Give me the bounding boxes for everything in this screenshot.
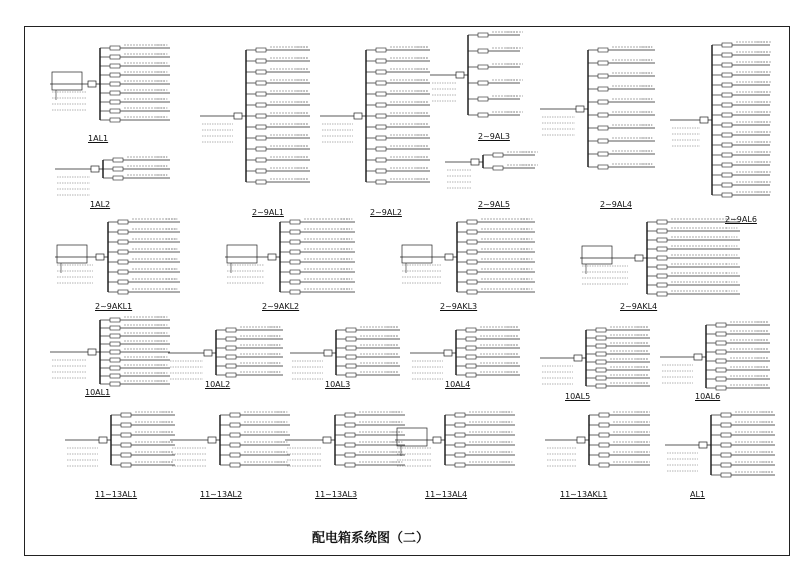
circuit-breaker xyxy=(226,364,236,368)
circuit-breaker xyxy=(599,413,609,417)
circuit-breaker xyxy=(599,453,609,457)
circuit-breaker xyxy=(722,63,732,67)
panel-label: AL1 xyxy=(690,490,706,499)
circuit-breaker xyxy=(596,376,606,380)
circuit-breaker xyxy=(345,423,355,427)
circuit-breaker xyxy=(376,92,386,96)
circuit-breaker xyxy=(290,230,300,234)
circuit-breaker xyxy=(226,373,236,377)
panel-label: 10AL6 xyxy=(695,392,721,401)
circuit-breaker xyxy=(256,81,266,85)
circuit-breaker xyxy=(256,103,266,107)
circuit-breaker xyxy=(716,332,726,336)
circuit-breaker xyxy=(230,413,240,417)
circuit-breaker xyxy=(467,230,477,234)
circuit-breaker xyxy=(110,366,120,370)
circuit-breaker xyxy=(466,328,476,332)
panel-label: 2~9AL1 xyxy=(252,208,284,217)
circuit-breaker xyxy=(118,230,128,234)
meter-box xyxy=(397,428,427,446)
main-breaker xyxy=(699,442,707,448)
circuit-breaker xyxy=(121,413,131,417)
panel-p2 xyxy=(55,157,170,195)
circuit-breaker xyxy=(721,473,731,477)
circuit-breaker xyxy=(598,48,608,52)
circuit-breaker xyxy=(657,238,667,242)
circuit-breaker xyxy=(376,180,386,184)
circuit-breaker xyxy=(256,59,266,63)
meter-box xyxy=(227,245,257,263)
circuit-breaker xyxy=(466,373,476,377)
circuit-breaker xyxy=(657,247,667,251)
circuit-breaker xyxy=(478,97,488,101)
panel-label: 2~9AKL1 xyxy=(95,302,133,311)
circuit-breaker xyxy=(110,382,120,386)
circuit-breaker xyxy=(598,74,608,78)
circuit-breaker xyxy=(657,229,667,233)
circuit-breaker xyxy=(110,318,120,322)
panel-p23 xyxy=(545,412,650,467)
main-breaker xyxy=(433,437,441,443)
circuit-breaker xyxy=(290,250,300,254)
circuit-breaker xyxy=(376,158,386,162)
circuit-breaker xyxy=(290,220,300,224)
circuit-breaker xyxy=(467,290,477,294)
circuit-breaker xyxy=(721,443,731,447)
circuit-breaker xyxy=(376,125,386,129)
circuit-breaker xyxy=(455,423,465,427)
circuit-breaker xyxy=(118,280,128,284)
meter-box xyxy=(52,72,82,90)
panel-label: 2~9AL3 xyxy=(478,132,510,141)
circuit-breaker xyxy=(345,433,355,437)
panel-p16 xyxy=(410,327,520,379)
main-breaker xyxy=(456,72,464,78)
main-breaker xyxy=(208,437,216,443)
circuit-breaker xyxy=(290,270,300,274)
circuit-breaker xyxy=(598,61,608,65)
circuit-breaker xyxy=(716,386,726,390)
circuit-breaker xyxy=(478,65,488,69)
circuit-breaker xyxy=(110,91,120,95)
circuit-breaker xyxy=(657,256,667,260)
circuit-breaker xyxy=(110,334,120,338)
circuit-breaker xyxy=(722,83,732,87)
circuit-breaker xyxy=(722,153,732,157)
circuit-breaker xyxy=(230,463,240,467)
circuit-breaker xyxy=(466,355,476,359)
main-breaker xyxy=(445,254,453,260)
circuit-breaker xyxy=(256,48,266,52)
panel-p24 xyxy=(665,412,775,477)
circuit-breaker xyxy=(121,443,131,447)
main-breaker xyxy=(444,350,452,356)
circuit-breaker xyxy=(118,250,128,254)
circuit-breaker xyxy=(722,193,732,197)
main-breaker xyxy=(354,113,362,119)
panel-label: 2~9AL5 xyxy=(478,200,510,209)
circuit-breaker xyxy=(256,114,266,118)
main-breaker xyxy=(99,437,107,443)
circuit-breaker xyxy=(478,81,488,85)
panel-label: 10AL1 xyxy=(85,388,111,397)
circuit-breaker xyxy=(345,453,355,457)
circuit-breaker xyxy=(455,453,465,457)
circuit-breaker xyxy=(226,355,236,359)
circuit-breaker xyxy=(118,240,128,244)
panel-p10 xyxy=(225,219,355,294)
main-breaker xyxy=(323,437,331,443)
panel-p22 xyxy=(395,412,515,467)
circuit-breaker xyxy=(598,165,608,169)
circuit-breaker xyxy=(121,423,131,427)
circuit-breaker xyxy=(256,158,266,162)
circuit-breaker xyxy=(121,463,131,467)
panel-label: 10AL5 xyxy=(565,392,591,401)
panel-label: 10AL4 xyxy=(445,380,471,389)
panel-label: 2~9AL4 xyxy=(600,200,632,209)
circuit-breaker xyxy=(118,270,128,274)
circuit-breaker xyxy=(467,260,477,264)
circuit-breaker xyxy=(716,341,726,345)
circuit-breaker xyxy=(110,109,120,113)
panel-label: 11~13AL3 xyxy=(315,490,358,499)
circuit-breaker xyxy=(598,113,608,117)
circuit-breaker xyxy=(230,423,240,427)
main-breaker xyxy=(234,113,242,119)
circuit-breaker xyxy=(716,377,726,381)
panel-label: 2~9AKL4 xyxy=(620,302,658,311)
panel-p9 xyxy=(55,219,180,294)
circuit-breaker xyxy=(657,274,667,278)
circuit-breaker xyxy=(596,352,606,356)
circuit-breaker xyxy=(598,126,608,130)
main-breaker xyxy=(694,354,702,360)
circuit-breaker xyxy=(657,220,667,224)
circuit-breaker xyxy=(256,147,266,151)
circuit-breaker xyxy=(118,260,128,264)
circuit-breaker xyxy=(346,373,356,377)
panel-p14 xyxy=(168,327,283,379)
circuit-breaker xyxy=(110,118,120,122)
main-breaker xyxy=(635,255,643,261)
circuit-breaker xyxy=(721,453,731,457)
panel-p20 xyxy=(170,412,290,467)
circuit-breaker xyxy=(110,100,120,104)
circuit-breaker xyxy=(722,133,732,137)
circuit-breaker xyxy=(721,463,731,467)
circuit-breaker xyxy=(721,413,731,417)
circuit-breaker xyxy=(110,342,120,346)
circuit-breaker xyxy=(467,280,477,284)
circuit-breaker xyxy=(118,220,128,224)
circuit-breaker xyxy=(110,55,120,59)
circuit-breaker xyxy=(290,280,300,284)
panel-p12 xyxy=(580,219,740,296)
circuit-breaker xyxy=(722,93,732,97)
panel-p3 xyxy=(200,47,310,184)
circuit-breaker xyxy=(466,364,476,368)
main-breaker xyxy=(577,437,585,443)
circuit-breaker xyxy=(596,344,606,348)
panel-label: 10AL2 xyxy=(205,380,231,389)
circuit-breaker xyxy=(722,73,732,77)
main-breaker xyxy=(574,355,582,361)
circuit-breaker xyxy=(110,326,120,330)
panel-p17 xyxy=(540,327,650,388)
main-breaker xyxy=(88,81,96,87)
main-breaker xyxy=(96,254,104,260)
circuit-breaker xyxy=(376,103,386,107)
circuit-breaker xyxy=(722,53,732,57)
circuit-breaker xyxy=(599,433,609,437)
panel-label: 10AL3 xyxy=(325,380,351,389)
circuit-breaker xyxy=(598,139,608,143)
meter-box xyxy=(582,246,612,264)
circuit-breaker xyxy=(345,443,355,447)
circuit-breaker xyxy=(599,443,609,447)
circuit-breaker xyxy=(722,123,732,127)
circuit-breaker xyxy=(722,43,732,47)
circuit-breaker xyxy=(455,443,465,447)
meter-box xyxy=(57,245,87,263)
circuit-breaker xyxy=(121,453,131,457)
circuit-breaker xyxy=(478,113,488,117)
circuit-breaker xyxy=(493,153,503,157)
circuit-breaker xyxy=(113,158,123,162)
circuit-breaker xyxy=(290,260,300,264)
panel-p11 xyxy=(400,219,535,294)
main-breaker xyxy=(700,117,708,123)
circuit-breaker xyxy=(230,433,240,437)
panel-label: 1AL1 xyxy=(88,134,109,143)
meter-box xyxy=(402,245,432,263)
panel-p5 xyxy=(430,32,523,117)
panel-label: 2~9AL2 xyxy=(370,208,402,217)
circuit-breaker xyxy=(346,355,356,359)
panel-p6 xyxy=(445,152,538,188)
circuit-breaker xyxy=(256,169,266,173)
panel-p18 xyxy=(660,322,770,390)
circuit-breaker xyxy=(226,328,236,332)
circuit-breaker xyxy=(346,328,356,332)
circuit-breaker xyxy=(599,423,609,427)
circuit-breaker xyxy=(478,33,488,37)
circuit-breaker xyxy=(346,364,356,368)
panel-label: 11~13AL4 xyxy=(425,490,468,499)
circuit-breaker xyxy=(113,167,123,171)
circuit-breaker xyxy=(657,265,667,269)
main-breaker xyxy=(204,350,212,356)
main-breaker xyxy=(91,166,99,172)
circuit-breaker xyxy=(657,292,667,296)
circuit-breaker xyxy=(478,49,488,53)
circuit-breaker xyxy=(599,463,609,467)
circuit-breaker xyxy=(110,358,120,362)
circuit-breaker xyxy=(716,350,726,354)
panel-label: 2~9AKL3 xyxy=(440,302,478,311)
circuit-breaker xyxy=(346,337,356,341)
circuit-breaker xyxy=(110,64,120,68)
panel-label: 1AL2 xyxy=(90,200,111,209)
circuit-breaker xyxy=(493,166,503,170)
panel-p4 xyxy=(320,47,430,184)
main-breaker xyxy=(576,106,584,112)
circuit-breaker xyxy=(716,368,726,372)
panel-p19 xyxy=(65,412,175,467)
circuit-breaker xyxy=(376,70,386,74)
circuit-breaker xyxy=(118,290,128,294)
circuit-breaker xyxy=(345,463,355,467)
circuit-breaker xyxy=(596,328,606,332)
panel-label: 11~13AL1 xyxy=(95,490,138,499)
circuit-breaker xyxy=(467,270,477,274)
panel-p8 xyxy=(670,42,771,197)
panel-label: 2~9AKL2 xyxy=(262,302,300,311)
circuit-breaker xyxy=(716,323,726,327)
circuit-breaker xyxy=(721,433,731,437)
circuit-breaker xyxy=(466,346,476,350)
circuit-breaker xyxy=(716,359,726,363)
circuit-breaker xyxy=(226,337,236,341)
circuit-breaker xyxy=(376,81,386,85)
circuit-breaker xyxy=(376,136,386,140)
circuit-breaker xyxy=(598,152,608,156)
circuit-breaker xyxy=(467,250,477,254)
circuit-breaker xyxy=(110,82,120,86)
panel-label: 11~13AKL1 xyxy=(560,490,608,499)
circuit-breaker xyxy=(230,443,240,447)
main-breaker xyxy=(471,159,479,165)
circuit-breaker xyxy=(722,173,732,177)
circuit-breaker xyxy=(256,125,266,129)
main-breaker xyxy=(88,349,96,355)
circuit-breaker xyxy=(722,143,732,147)
circuit-breaker xyxy=(121,433,131,437)
circuit-breaker xyxy=(722,183,732,187)
circuit-breaker xyxy=(256,92,266,96)
circuit-breaker xyxy=(722,103,732,107)
panel-label: 2~9AL6 xyxy=(725,215,757,224)
sheet-title: 配电箱系统图（二） xyxy=(312,531,430,546)
circuit-breaker xyxy=(722,163,732,167)
circuit-breaker xyxy=(256,180,266,184)
circuit-breaker xyxy=(376,59,386,63)
main-breaker xyxy=(324,350,332,356)
circuit-breaker xyxy=(598,87,608,91)
circuit-breaker xyxy=(226,346,236,350)
circuit-breaker xyxy=(345,413,355,417)
circuit-breaker xyxy=(113,176,123,180)
circuit-breaker xyxy=(721,423,731,427)
circuit-breaker xyxy=(376,169,386,173)
circuit-breaker xyxy=(455,413,465,417)
panel-label: 11~13AL2 xyxy=(200,490,243,499)
main-breaker xyxy=(268,254,276,260)
circuit-breaker xyxy=(110,350,120,354)
circuit-breaker xyxy=(467,220,477,224)
circuit-breaker xyxy=(596,368,606,372)
circuit-breaker xyxy=(376,147,386,151)
circuit-breaker xyxy=(256,136,266,140)
panel-p7 xyxy=(540,47,655,169)
circuit-breaker xyxy=(596,384,606,388)
circuit-breaker xyxy=(110,73,120,77)
panel-p1 xyxy=(50,45,170,122)
circuit-breaker xyxy=(598,100,608,104)
circuit-breaker xyxy=(455,463,465,467)
panel-p15 xyxy=(290,327,400,379)
circuit-breaker xyxy=(346,346,356,350)
circuit-breaker xyxy=(110,374,120,378)
circuit-breaker xyxy=(657,283,667,287)
circuit-breaker xyxy=(596,336,606,340)
circuit-breaker xyxy=(256,70,266,74)
panel-p13 xyxy=(50,317,170,386)
circuit-breaker xyxy=(290,240,300,244)
circuit-breaker xyxy=(466,337,476,341)
circuit-breaker xyxy=(467,240,477,244)
circuit-breaker xyxy=(290,290,300,294)
circuit-breaker xyxy=(376,48,386,52)
circuit-breaker xyxy=(722,113,732,117)
circuit-breaker xyxy=(596,360,606,364)
circuit-breaker xyxy=(455,433,465,437)
circuit-breaker xyxy=(230,453,240,457)
circuit-breaker xyxy=(110,46,120,50)
circuit-breaker xyxy=(376,114,386,118)
panel-p21 xyxy=(285,412,405,467)
